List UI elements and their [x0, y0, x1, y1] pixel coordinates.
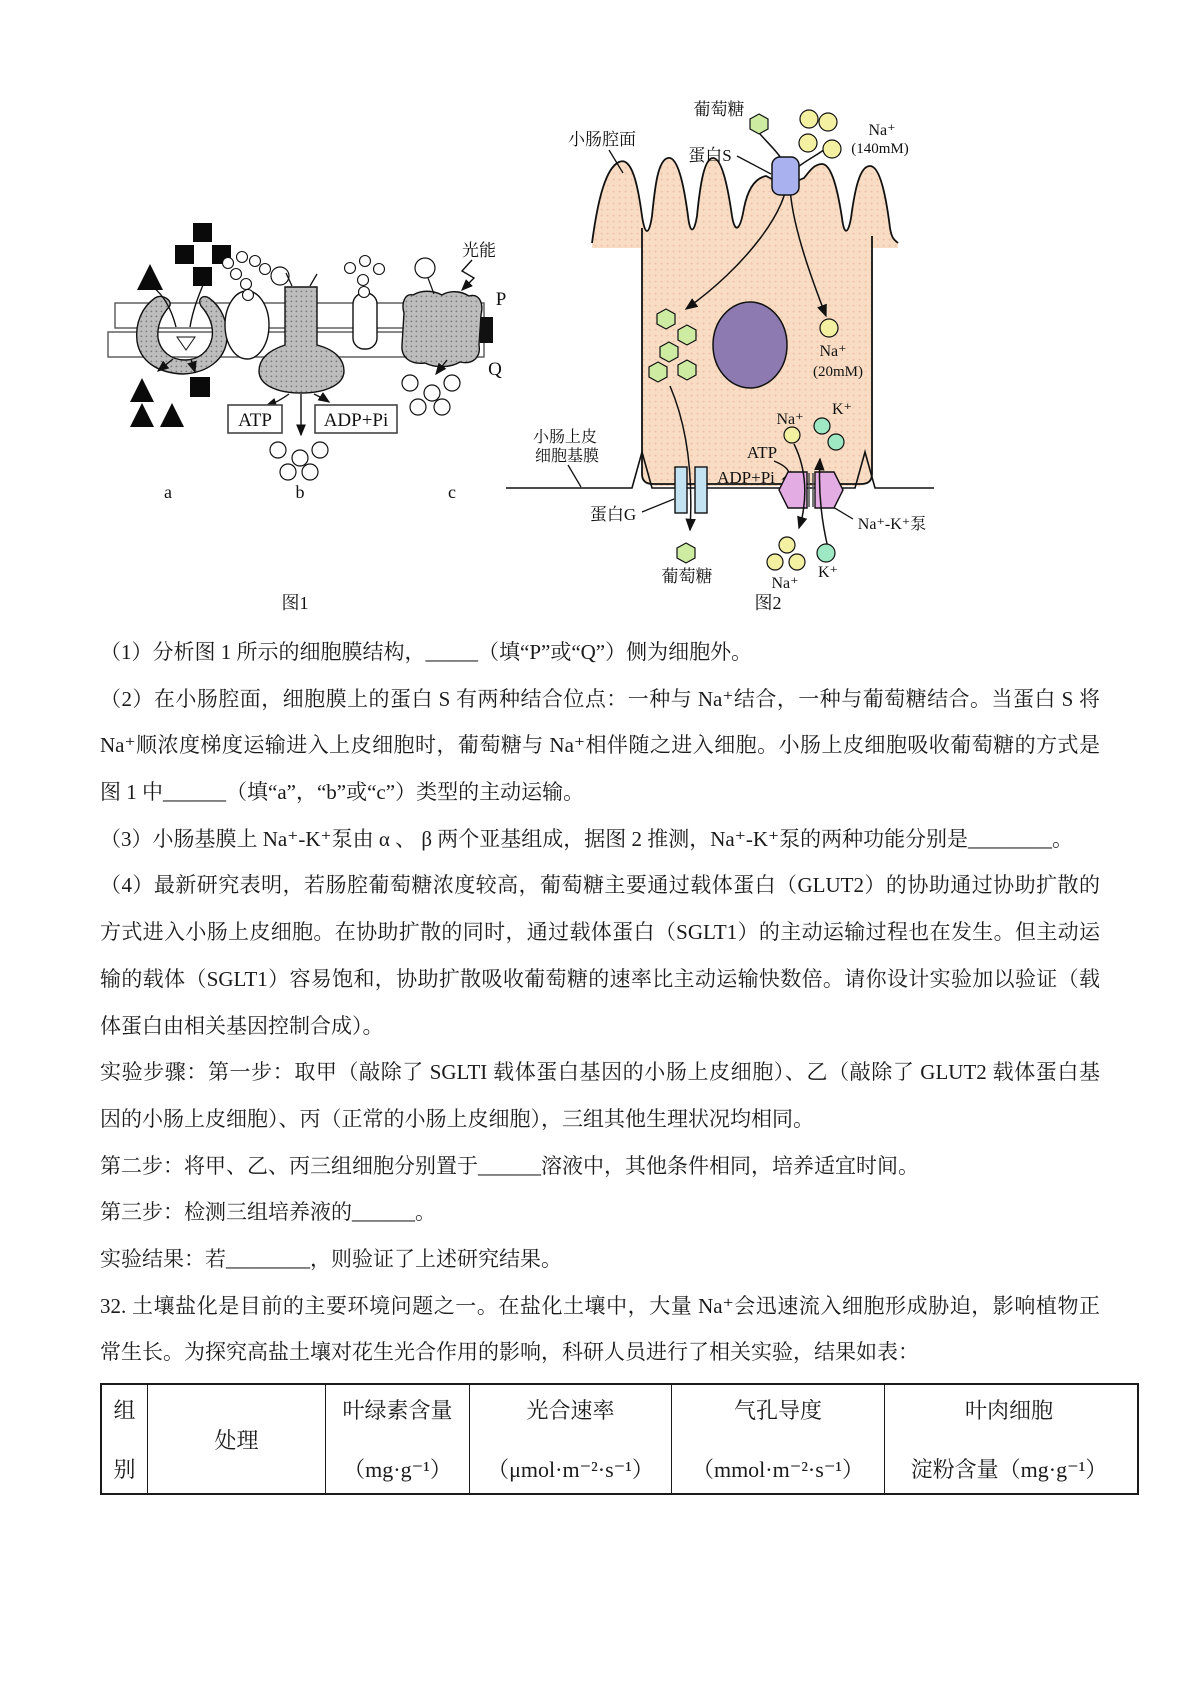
- question-line: 实验步骤：第一步：取甲（敲除了 SGLTI 载体蛋白基因的小肠上皮细胞）、乙（敲除了 GLUT2 载体蛋白基: [100, 1060, 1100, 1085]
- sodium-mid-label: Na⁺: [776, 411, 804, 428]
- table-header-starch-content: [884, 1385, 1133, 1493]
- question-line: （2）在小肠腔面，细胞膜上的蛋白 S 有两种结合位点：一种与 Na⁺结合，一种与葡萄糖结合。当蛋白 S 将: [100, 686, 1100, 711]
- header-unit: 淀粉含量（mg·g⁻¹）: [910, 1457, 1108, 1482]
- sodium-bottom-label: Na⁺: [771, 575, 799, 592]
- glucose-bottom-label: 葡萄糖: [661, 567, 713, 586]
- table-header-group: [102, 1385, 147, 1493]
- adp-label: ADP+Pi: [717, 468, 775, 487]
- question-line: Na⁺顺浓度梯度运输进入上皮细胞时，葡萄糖与 Na⁺相伴随之进入细胞。小肠上皮细胞吸收葡萄糖的方式是: [100, 733, 1100, 758]
- glucose-molecule-below: [677, 543, 695, 563]
- figure-2-intestinal-cell-diagram: [492, 88, 942, 623]
- question-line: 常生长。为探究高盐土壤对花生光合作用的影响，科研人员进行了相关实验，结果如表：: [100, 1340, 919, 1365]
- light-zigzag-arrow: [462, 260, 474, 290]
- adp-label: ADP+Pi: [323, 410, 389, 431]
- basement-pointer: [568, 465, 581, 487]
- atp-label: ATP: [238, 410, 272, 431]
- question-line: （4）最新研究表明，若肠腔葡萄糖浓度较高，葡萄糖主要通过载体蛋白（GLUT2）的协助通过协助扩散的: [100, 873, 1100, 898]
- light-energy-label: 光能: [462, 241, 496, 260]
- table-header-photosynthesis-rate: [469, 1385, 671, 1493]
- figure-1-membrane-transport-diagram: [95, 195, 515, 630]
- transported-molecules-b: [270, 442, 328, 480]
- header-text: 光合速率: [526, 1398, 615, 1423]
- header-unit: （mmol·m⁻²·s⁻¹）: [691, 1457, 865, 1482]
- sodium-high-conc-label: (140mM): [851, 141, 909, 157]
- glucose-top-label: 葡萄糖: [693, 100, 745, 119]
- atp-label: ATP: [746, 443, 778, 462]
- carrier-protein-a: [137, 285, 227, 374]
- q-side-label: Q: [488, 359, 502, 380]
- adp-box: [315, 405, 397, 433]
- light-driven-protein-c: [402, 258, 482, 415]
- basement-label-line2: 细胞基膜: [534, 448, 600, 465]
- pump-label: Na⁺-K⁺泵: [857, 516, 927, 533]
- protein-s-pointer: [737, 156, 771, 174]
- protein-g-pointer: [642, 499, 674, 512]
- sodium-low-conc-label: (20mM): [813, 364, 863, 380]
- basement-label-line1: 小肠上皮: [532, 429, 598, 446]
- header-text: 处理: [214, 1427, 259, 1453]
- table-header-chlorophyll: [325, 1385, 469, 1493]
- table-header-stomatal-conductance: [671, 1385, 884, 1493]
- question-line: 第三步：检测三组培养液的______。: [100, 1200, 436, 1225]
- question-line: 实验结果：若________，则验证了上述研究结果。: [100, 1246, 562, 1271]
- potassium-mid-label: K⁺: [832, 401, 852, 418]
- header-text: 气孔导度: [733, 1398, 822, 1423]
- question-line: 体蛋白由相关基因控制合成）。: [100, 1013, 384, 1038]
- atp-box: [228, 405, 282, 433]
- p-side-label: P: [495, 289, 507, 310]
- lumen-label: 小肠腔面: [568, 130, 636, 149]
- header-text: 组: [113, 1398, 136, 1423]
- sodium-ions-lumen: [799, 110, 841, 158]
- cargo-molecules-squares: [137, 223, 231, 290]
- header-text: 别: [113, 1457, 136, 1482]
- protein-s: [772, 157, 799, 195]
- sodium-high-label: Na⁺: [868, 122, 896, 139]
- header-text: 叶绿素含量: [342, 1398, 453, 1423]
- sodium-ion-inside: [820, 319, 838, 337]
- cargo-triangle: [137, 264, 163, 290]
- question-line: 第二步：将甲、乙、丙三组细胞分别置于______溶液中，其他条件相同，培养适宜时间。: [100, 1153, 919, 1178]
- question-line: 因的小肠上皮细胞）、丙（正常的小肠上皮细胞），三组其他生理状况均相同。: [100, 1106, 814, 1131]
- label-c: c: [448, 482, 456, 502]
- sodium-ion-mid: [784, 427, 800, 443]
- label-b: b: [295, 482, 305, 502]
- header-unit: （mg·g⁻¹）: [343, 1457, 452, 1482]
- header-unit: （μmol·m⁻²·s⁻¹）: [487, 1457, 654, 1482]
- sodium-low-label: Na⁺: [819, 343, 847, 360]
- protein-s-label: 蛋白S: [688, 146, 732, 165]
- protein-g-label: 蛋白G: [589, 505, 637, 524]
- figure2-caption: 图2: [754, 593, 782, 613]
- sodium-ions-below: [767, 537, 805, 570]
- question-text-block: [100, 629, 1100, 1376]
- released-molecules: [130, 377, 210, 427]
- glucose-molecule-lumen: [750, 114, 768, 134]
- question-line: （3）小肠基膜上 Na⁺-K⁺泵由 α 、 β 两个亚基组成，据图 2 推测，Na⁺-K⁺泵的两种功能分别是________。: [100, 826, 1074, 851]
- question-line: 方式进入小肠上皮细胞。在协助扩散的同时，通过载体蛋白（SGLT1）的主动运输过程也在发生。但主动运: [100, 920, 1100, 945]
- question-line: 输的载体（SGLT1）容易饱和，协助扩散吸收葡萄糖的速率比主动运输快数倍。请你设计实验加以验证（载: [100, 966, 1100, 991]
- question-line: （1）分析图 1 所示的细胞膜结构，_____（填“P”或“Q”）侧为细胞外。: [100, 640, 753, 664]
- label-a: a: [164, 482, 172, 502]
- header-text: 叶肉细胞: [964, 1398, 1053, 1423]
- nucleus: [713, 302, 787, 388]
- figure1-caption: 图1: [281, 593, 309, 613]
- potassium-ion-below: [817, 544, 835, 562]
- question-line: 32. 土壤盐化是目前的主要环境问题之一。在盐化土壤中，大量 Na⁺会迅速流入细胞形成胁迫，影响植物正: [100, 1293, 1100, 1318]
- table-header-treatment: [147, 1385, 325, 1493]
- potassium-bottom-label: K⁺: [818, 564, 838, 581]
- experiment-results-table: [100, 1383, 1139, 1495]
- question-line: 图 1 中______（填“a”，“b”或“c”）类型的主动运输。: [100, 780, 585, 805]
